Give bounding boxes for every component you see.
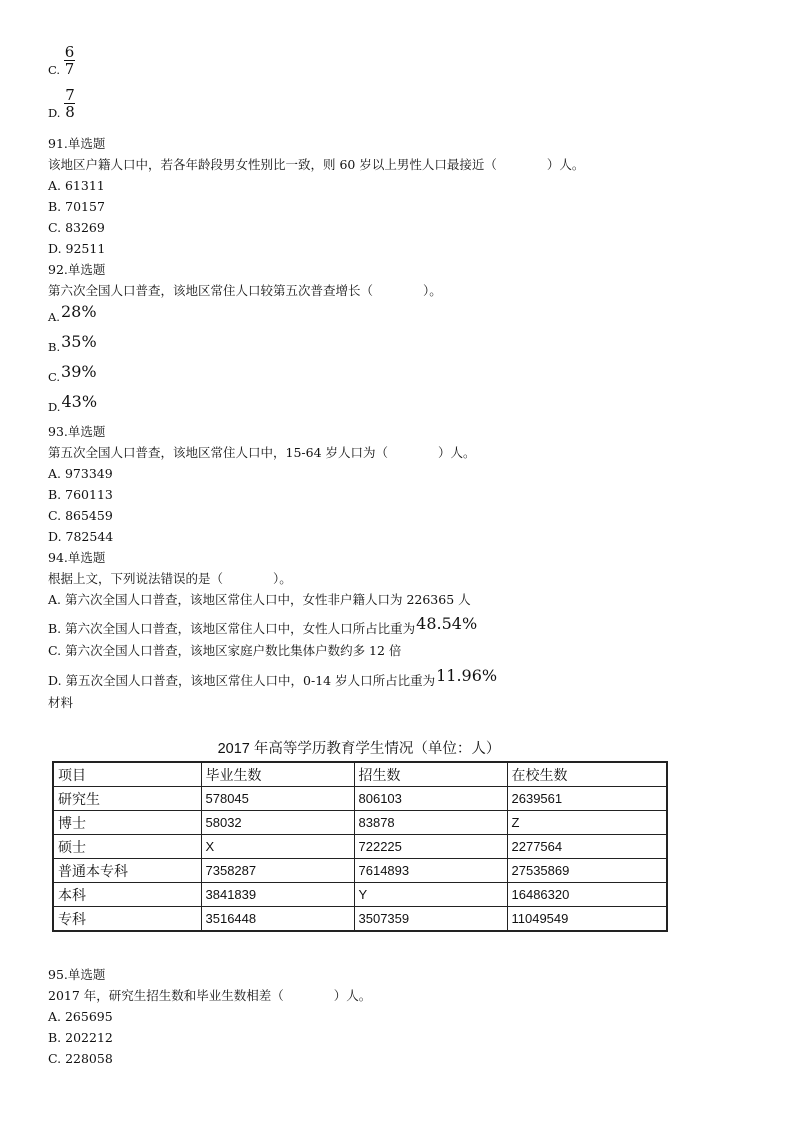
- fraction: [64, 44, 75, 77]
- q94-stem: 根据上文，下列说法错误的是（ ）。: [48, 571, 292, 586]
- table-row: [53, 907, 667, 932]
- option-letter: B.: [48, 340, 61, 354]
- q92-stem: 第六次全国人口普查，该地区常住人口较第五次普查增长（ ）。: [48, 283, 442, 298]
- table-title: 2017 年高等学历教育学生情况（单位：人）: [217, 741, 501, 757]
- q90-option-c: [48, 44, 75, 77]
- q92-option-a: [48, 302, 97, 326]
- table-row: [53, 883, 667, 907]
- column-header: 项目: [53, 762, 201, 787]
- q91-option-d: D. 92511: [48, 241, 106, 256]
- option-letter: C.: [48, 63, 61, 77]
- q92-option-d: [48, 392, 98, 416]
- table-cell: 16486320: [507, 883, 667, 907]
- q93-stem: 第五次全国人口普查，该地区常住人口中，15-64 岁人口为（ ）人。: [48, 445, 476, 460]
- q95-option-c: C. 228058: [48, 1051, 113, 1066]
- q91-option-c: C. 83269: [48, 220, 105, 235]
- q93-option-a: A. 973349: [48, 466, 113, 481]
- table-cell: X: [201, 835, 354, 859]
- table-cell: 硕士: [53, 835, 201, 859]
- q92-option-c: [48, 362, 97, 386]
- table-cell: 11049549: [507, 907, 667, 932]
- option-letter: C.: [48, 370, 61, 384]
- q91-header: 91.单选题: [48, 136, 106, 151]
- table-cell: 普通本专科: [53, 859, 201, 883]
- table-cell: Y: [354, 883, 507, 907]
- q94-option-d: [48, 666, 498, 690]
- table-row: [53, 859, 667, 883]
- table-cell: 7358287: [201, 859, 354, 883]
- option-letter: A.: [48, 310, 60, 324]
- table-row: [53, 811, 667, 835]
- q95-stem: 2017 年，研究生招生数和毕业生数相差（ ）人。: [48, 988, 372, 1003]
- q91-stem: 该地区户籍人口中，若各年龄段男女性别比一致，则 60 岁以上男性人口最接近（ ）人。: [48, 157, 585, 172]
- education-table: [52, 761, 668, 932]
- table-cell: 3516448: [201, 907, 354, 932]
- q93-header: 93.单选题: [48, 424, 106, 439]
- table-cell: 806103: [354, 787, 507, 811]
- table-cell: 2639561: [507, 787, 667, 811]
- table-cell: 27535869: [507, 859, 667, 883]
- q94-option-a: A. 第六次全国人口普查，该地区常住人口中，女性非户籍人口为 226365 人: [48, 592, 471, 607]
- q93-option-d: D. 782544: [48, 529, 114, 544]
- q92-option-b: [48, 332, 97, 356]
- column-header: 招生数: [354, 762, 507, 787]
- fraction: [64, 87, 75, 120]
- q93-option-b: B. 760113: [48, 487, 113, 502]
- option-text: B. 第六次全国人口普查，该地区常住人口中，女性人口所占比重为: [48, 621, 416, 636]
- table-cell: 58032: [201, 811, 354, 835]
- q91-option-a: A. 61311: [48, 178, 105, 193]
- option-value: 35%: [61, 332, 97, 351]
- option-letter: D.: [48, 106, 61, 120]
- option-value: 28%: [60, 302, 97, 321]
- q95-header: 95.单选题: [48, 967, 106, 982]
- table-cell: 研究生: [53, 787, 201, 811]
- table-cell: 83878: [354, 811, 507, 835]
- option-letter: D.: [48, 400, 61, 414]
- q90-option-d: [48, 87, 75, 120]
- denominator: 7: [64, 60, 75, 78]
- table-cell: 3507359: [354, 907, 507, 932]
- table-cell: 722225: [354, 835, 507, 859]
- option-value: 39%: [61, 362, 97, 381]
- table-row: [53, 787, 667, 811]
- table-cell: 本科: [53, 883, 201, 907]
- option-text: D. 第五次全国人口普查，该地区常住人口中，0-14 岁人口所占比重为: [48, 673, 436, 688]
- q94-header: 94.单选题: [48, 550, 106, 565]
- material-label: 材料: [48, 695, 74, 710]
- denominator: 8: [65, 103, 75, 121]
- option-value: 48.54%: [416, 614, 478, 633]
- q92-header: 92.单选题: [48, 262, 106, 277]
- table-cell: 博士: [53, 811, 201, 835]
- q94-option-c: C. 第六次全国人口普查，该地区家庭户数比集体户数约多 12 倍: [48, 643, 402, 658]
- table-cell: 578045: [201, 787, 354, 811]
- q91-option-b: B. 70157: [48, 199, 105, 214]
- numerator: 7: [65, 86, 75, 104]
- table-row: [53, 835, 667, 859]
- option-value: 43%: [61, 392, 98, 411]
- q95-option-b: B. 202212: [48, 1030, 113, 1045]
- q94-option-b: [48, 614, 478, 638]
- q93-option-c: C. 865459: [48, 508, 113, 523]
- table-cell: 7614893: [354, 859, 507, 883]
- table-cell: Z: [507, 811, 667, 835]
- table-cell: 2277564: [507, 835, 667, 859]
- column-header: 在校生数: [507, 762, 667, 787]
- table-header-row: [53, 762, 667, 787]
- table-cell: 专科: [53, 907, 201, 932]
- numerator: 6: [64, 43, 75, 61]
- table-cell: 3841839: [201, 883, 354, 907]
- q95-option-a: A. 265695: [48, 1009, 113, 1024]
- option-value: 11.96%: [436, 666, 498, 685]
- column-header: 毕业生数: [201, 762, 354, 787]
